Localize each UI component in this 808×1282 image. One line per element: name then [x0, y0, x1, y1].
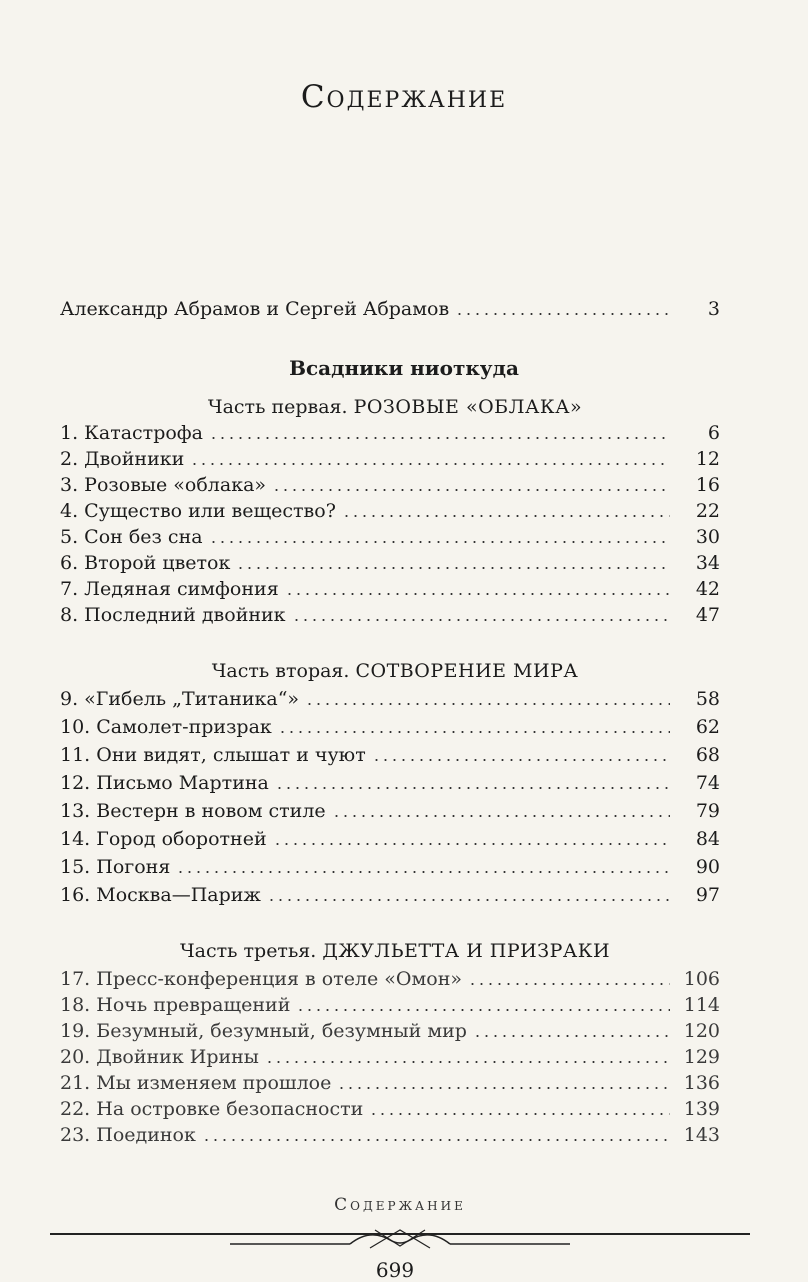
part-prefix: Часть вторая. — [211, 660, 350, 682]
toc-entry-page: 12 — [695, 448, 720, 470]
dot-leader — [236, 567, 670, 569]
part-name: СОТВОРЕНИЕ МИРА — [355, 660, 579, 682]
toc-entry[interactable] — [60, 686, 720, 712]
toc-entry-label: 6. Второй цветок — [60, 552, 231, 574]
dot-leader — [265, 1061, 670, 1063]
toc-entry-page: 34 — [695, 552, 720, 574]
dot-leader — [176, 871, 670, 873]
toc-entry[interactable] — [60, 576, 720, 602]
toc-entry[interactable] — [60, 826, 720, 852]
part-heading-3 — [0, 940, 790, 962]
dot-leader — [278, 731, 670, 733]
toc-entry-page: 47 — [695, 604, 720, 626]
toc-entry-label: Александр Абрамов и Сергей Абрамов — [60, 298, 450, 320]
toc-entry[interactable] — [60, 1096, 720, 1122]
part-name: РОЗОВЫЕ «ОБЛАКА» — [353, 396, 583, 418]
toc-entry-page: 62 — [695, 716, 720, 738]
toc-entry[interactable] — [60, 742, 720, 768]
toc-entry-page: 16 — [695, 474, 720, 496]
toc-entry[interactable] — [60, 1122, 720, 1148]
toc-entry-page: 58 — [695, 688, 720, 710]
toc-entry-page: 6 — [707, 422, 720, 444]
part-prefix: Часть первая. — [207, 396, 348, 418]
toc-entry-page: 136 — [683, 1072, 720, 1094]
part-name: ДЖУЛЬЕТТА И ПРИЗРАКИ — [322, 940, 611, 962]
dot-leader — [209, 437, 670, 439]
dot-leader — [305, 703, 670, 705]
toc-entry-page: 90 — [695, 856, 720, 878]
toc-entry[interactable] — [60, 1018, 720, 1044]
toc-entry[interactable] — [60, 966, 720, 992]
toc-entry-page: 79 — [695, 800, 720, 822]
dot-leader — [272, 489, 670, 491]
dot-leader — [292, 619, 670, 621]
dot-leader — [296, 1009, 670, 1011]
toc-entry[interactable] — [60, 992, 720, 1018]
toc-entry[interactable] — [60, 854, 720, 880]
toc-entry[interactable] — [60, 1070, 720, 1096]
toc-entry-label: 15. Погоня — [60, 856, 171, 878]
dot-leader — [209, 541, 670, 543]
toc-entry-label: 7. Ледяная симфония — [60, 578, 279, 600]
toc-entry-label: 22. На островке безопасности — [60, 1098, 364, 1120]
dot-leader — [202, 1139, 670, 1141]
toc-entry-label: 17. Пресс-конференция в отеле «Омон» — [60, 968, 462, 990]
toc-entry-label: 3. Розовые «облака» — [60, 474, 267, 496]
toc-entry-page: 143 — [683, 1124, 720, 1146]
part-prefix: Часть третья. — [179, 940, 317, 962]
toc-entry-page: 30 — [695, 526, 720, 548]
toc-entry-page: 42 — [695, 578, 720, 600]
toc-entry-label: 13. Вестерн в новом стиле — [60, 800, 326, 822]
dot-leader — [369, 1113, 670, 1115]
page-number: 699 — [375, 1258, 415, 1282]
dot-leader — [273, 843, 670, 845]
toc-entry-page: 106 — [683, 968, 720, 990]
toc-entry[interactable] — [60, 770, 720, 796]
toc-entry[interactable] — [60, 524, 720, 550]
part-heading-2 — [0, 660, 790, 682]
toc-entry[interactable] — [60, 472, 720, 498]
toc-entry-label: 16. Москва—Париж — [60, 884, 261, 906]
toc-entry-page: 22 — [695, 500, 720, 522]
toc-entry[interactable] — [60, 798, 720, 824]
dot-leader — [473, 1035, 670, 1037]
toc-entry-label: 10. Самолет-призрак — [60, 716, 272, 738]
part-heading-1 — [0, 396, 790, 418]
toc-entry-page: 74 — [695, 772, 720, 794]
dot-leader — [372, 759, 670, 761]
toc-entry-label: 23. Поединок — [60, 1124, 196, 1146]
book-title: Всадники ниоткуда — [289, 356, 519, 380]
toc-entry[interactable] — [60, 446, 720, 472]
toc-entry-label: 18. Ночь превращений — [60, 994, 291, 1016]
toc-entry-intro[interactable] — [60, 296, 720, 322]
dot-leader — [267, 899, 670, 901]
toc-entry-label: 1. Катастрофа — [60, 422, 203, 444]
ornament-divider — [50, 1222, 750, 1252]
dot-leader — [455, 313, 670, 315]
toc-entry-page: 120 — [683, 1020, 720, 1042]
toc-entry-page: 3 — [707, 298, 720, 320]
dot-leader — [332, 815, 670, 817]
toc-entry-page: 114 — [683, 994, 720, 1016]
toc-entry[interactable] — [60, 498, 720, 524]
toc-entry[interactable] — [60, 420, 720, 446]
dot-leader — [190, 463, 670, 465]
toc-entry[interactable] — [60, 1044, 720, 1070]
toc-entry-label: 4. Существо или вещество? — [60, 500, 336, 522]
toc-entry-label: 20. Двойник Ирины — [60, 1046, 259, 1068]
dot-leader — [337, 1087, 670, 1089]
toc-entry[interactable] — [60, 602, 720, 628]
toc-entry[interactable] — [60, 550, 720, 576]
toc-entry-label: 21. Мы изменяем прошлое — [60, 1072, 332, 1094]
toc-entry[interactable] — [60, 882, 720, 908]
toc-entry-page: 84 — [695, 828, 720, 850]
toc-entry-page: 139 — [683, 1098, 720, 1120]
dot-leader — [275, 787, 670, 789]
toc-entry-label: 11. Они видят, слышат и чуют — [60, 744, 366, 766]
toc-entry-label: 2. Двойники — [60, 448, 185, 470]
page-title: Содержание — [300, 78, 508, 115]
toc-entry-page: 68 — [695, 744, 720, 766]
toc-entry-label: 19. Безумный, безумный, безумный мир — [60, 1020, 467, 1042]
dot-leader — [285, 593, 670, 595]
toc-entry-label: 14. Город оборотней — [60, 828, 267, 850]
toc-entry[interactable] — [60, 714, 720, 740]
dot-leader — [468, 983, 670, 985]
toc-entry-label: 5. Сон без сна — [60, 526, 203, 548]
toc-entry-page: 129 — [683, 1046, 720, 1068]
toc-entry-label: 9. «Гибель „Титаника“» — [60, 688, 300, 710]
toc-entry-page: 97 — [695, 884, 720, 906]
running-footer-title: Содержание — [334, 1195, 466, 1215]
toc-entry-label: 8. Последний двойник — [60, 604, 286, 626]
dot-leader — [342, 515, 670, 517]
toc-entry-label: 12. Письмо Мартина — [60, 772, 269, 794]
